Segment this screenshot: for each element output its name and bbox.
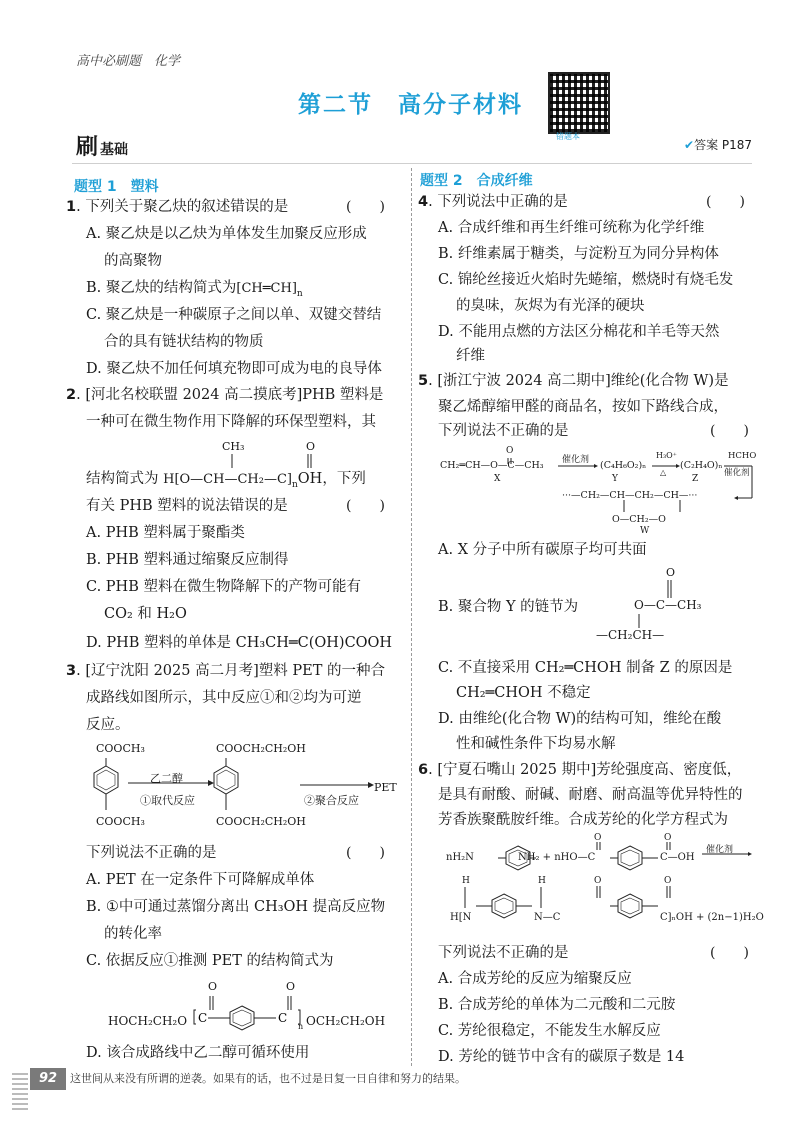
option-d: D. 由维纶(化合物 W)的结构可知，维纶在酸 [438,711,722,727]
option-d: D. 不能用点燃的方法区分棉花和羊毛等天然 [438,324,720,340]
option-b: B. 纤维素属于糖类，与淀粉互为同分异构体 [438,246,719,262]
option-c: C. 聚乙炔是一种碳原子之间以单、双键交替结 [86,307,382,323]
option-a: A. 聚乙炔是以乙炔为单体发生加聚反应形成 [86,226,367,242]
topic-heading-plastics: 题型 1 塑料 [74,179,159,195]
y-repeat-unit-bonds [630,578,690,630]
option-b: B. ①中可通过蒸馏分离出 CH₃OH 提高反应物 [86,899,386,915]
answer-blank[interactable]: ( ) [346,498,385,514]
option-a: A. X 分子中所有碳原子均可共面 [438,542,647,558]
page-number: 92 [30,1068,66,1090]
pet-structure [190,992,306,1032]
answer-blank[interactable]: ( ) [346,199,385,215]
option-a: A. PET 在一定条件下可降解成单体 [86,872,315,888]
answer-blank[interactable]: ( ) [706,194,745,210]
footer-motto: 这世间从来没有所谓的逆袭。如果有的话，也不过是日复一日自律和努力的结果。 [70,1072,466,1085]
option-a: A. 合成芳纶的反应为缩聚反应 [438,971,632,987]
option-c: C. PHB 塑料在微生物降解下的产物可能有 [86,579,361,595]
footer-decoration [12,1070,28,1110]
option-c: C. 依据反应①推测 PET 的结构简式为 [86,953,334,969]
option-d: D. PHB 塑料的单体是 CH₃CH═C(OH)COOH [86,635,393,651]
answer-reference[interactable]: ✔答案 P187 [684,138,753,152]
header-divider [72,163,752,164]
section-title: 第二节 高分子材料 [298,92,523,118]
option-b: B. 合成芳纶的单体为二元酸和二元胺 [438,997,676,1013]
svg-text:C: C [278,1011,288,1025]
option-a: A. PHB 塑料属于聚酯类 [86,525,245,541]
check-icon: ✔ [684,138,695,152]
book-header: 高中必刷题 化学 [76,54,181,69]
phb-formula-line: 结构简式为 $H[O—CH—CH_2—C]_nOH$，下列 [86,471,366,490]
option-c: C. 芳纶很稳定，不能发生水解反应 [438,1023,661,1039]
option-c: C. 锦纶丝接近火焰时先蜷缩，燃烧时有烧毛发 [438,272,734,288]
option-d: D. 聚乙炔不加任何填充物即可成为电的良导体 [86,361,382,377]
answer-blank[interactable]: ( ) [710,423,749,439]
answer-blank[interactable]: ( ) [346,845,385,861]
qr-code-icon[interactable] [548,72,610,134]
level-badge: 刷基础 [76,135,129,160]
option-a: A. 合成纤维和再生纤维可统称为化学纤维 [438,220,705,236]
option-d: D. 该合成路线中乙二醇可循环使用 [86,1045,310,1061]
qr-label: 错题本 [556,132,580,141]
answer-blank[interactable]: ( ) [710,945,749,961]
option-b: B. 聚乙炔的结构简式为$[CH═CH]_n$ [86,280,303,299]
svg-text:C: C [198,1011,208,1025]
topic-heading-fibers: 题型 2 合成纤维 [420,173,533,189]
vinylon-synthesis-scheme [440,448,760,520]
option-b: B. 聚合物 Y 的链节为 [438,599,579,615]
option-b: B. PHB 塑料通过缩聚反应制得 [86,552,289,568]
pet-synthesis-scheme [80,752,380,822]
aramid-equation [440,832,760,932]
option-c: C. 不直接采用 CH₂═CHOH 制备 Z 的原因是 [438,660,733,676]
column-divider [411,168,412,1066]
option-d: D. 芳纶的链节中含有的碳原子数是 14 [438,1049,685,1065]
